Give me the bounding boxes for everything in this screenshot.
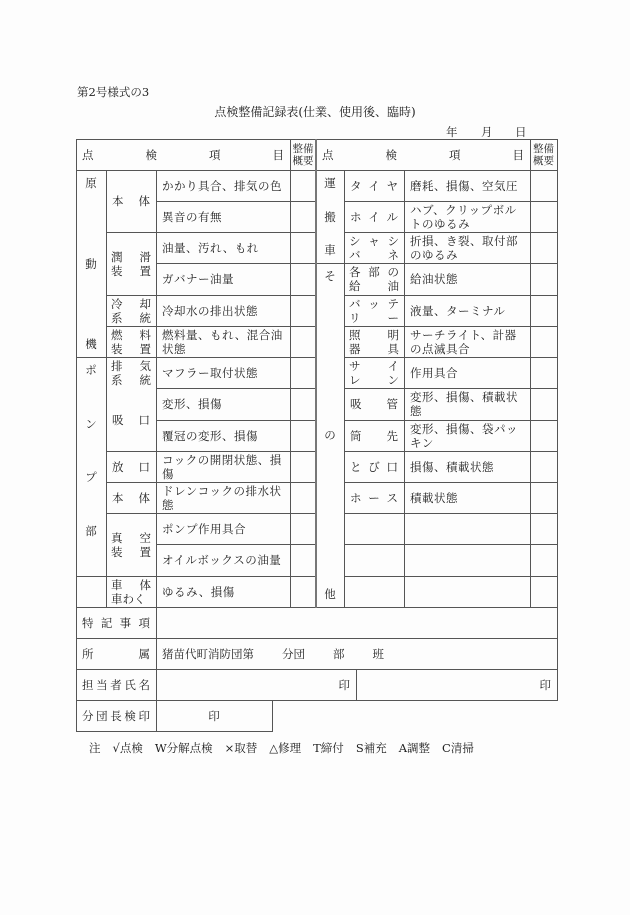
label-char: 油 bbox=[387, 279, 399, 293]
subgroup-label bbox=[106, 576, 156, 607]
divider bbox=[106, 326, 317, 327]
subgroup-label bbox=[106, 326, 156, 357]
label-char: 給 bbox=[349, 279, 361, 293]
label-char: 口 bbox=[138, 459, 150, 474]
person-in-charge-label bbox=[76, 669, 156, 700]
inspection-item-left: マフラー取付状態 bbox=[162, 365, 258, 380]
divider bbox=[557, 139, 558, 701]
group-label-char: 動 bbox=[85, 256, 97, 271]
label-char: ャ bbox=[368, 233, 380, 248]
divider bbox=[272, 700, 273, 732]
label-char: 系 bbox=[111, 310, 123, 325]
maintenance-summary-input-right[interactable] bbox=[530, 357, 557, 388]
maintenance-summary-input-right[interactable] bbox=[530, 544, 557, 576]
label-char: 排 bbox=[111, 358, 123, 373]
subgroup-label bbox=[106, 451, 156, 482]
label-char: イ bbox=[368, 178, 380, 193]
divider bbox=[76, 638, 558, 639]
blank-subgroup-input[interactable] bbox=[344, 576, 404, 607]
inspection-item-left: 異音の有無 bbox=[162, 209, 222, 224]
divider bbox=[316, 170, 558, 171]
subgroup-label bbox=[344, 451, 404, 482]
legend-entry: S補充 bbox=[355, 741, 387, 755]
date-month-label: 月 bbox=[481, 125, 493, 139]
label-char: 筒 bbox=[350, 428, 362, 443]
label-char: ー bbox=[368, 490, 380, 505]
label-char: 照 bbox=[349, 327, 361, 342]
label-char: 車わく bbox=[111, 591, 146, 606]
label-char: シ bbox=[387, 233, 399, 248]
label-char: バ bbox=[349, 296, 361, 311]
branch-chief-seal-label bbox=[76, 700, 156, 731]
divider bbox=[290, 139, 291, 608]
divider bbox=[76, 357, 317, 358]
inspection-item-left: 覆冠の変形、損傷 bbox=[162, 428, 258, 443]
label-char: レ bbox=[349, 372, 361, 387]
label-char: 装 bbox=[111, 341, 123, 356]
label-char: 目 bbox=[512, 147, 524, 162]
label-char: 明 bbox=[387, 327, 399, 342]
divider bbox=[76, 669, 558, 670]
label-char: ル bbox=[386, 209, 398, 224]
subgroup-label bbox=[106, 295, 156, 326]
blank-item-input[interactable] bbox=[404, 576, 530, 607]
affiliation-town: 猪苗代町消防団第 bbox=[162, 646, 254, 661]
label-char: 点 bbox=[82, 147, 94, 162]
label-char: 名 bbox=[138, 677, 150, 692]
legend-entry: √点検 bbox=[112, 741, 143, 755]
divider bbox=[344, 388, 558, 389]
maintenance-summary-input-left[interactable] bbox=[290, 420, 316, 451]
inspection-item-right: サーチライト、計器の点滅具合 bbox=[410, 327, 517, 356]
label-char: ネ bbox=[387, 247, 399, 262]
divider bbox=[156, 544, 317, 545]
label: 整備 bbox=[533, 142, 554, 155]
form-number: 第2号様式の3 bbox=[77, 85, 150, 99]
inspection-item-left: 冷却水の排出状態 bbox=[162, 303, 258, 318]
divider bbox=[316, 263, 558, 264]
label-char: 目 bbox=[272, 147, 284, 162]
label-char: 装 bbox=[111, 544, 123, 559]
inspection-item-right: 作用具合 bbox=[410, 365, 458, 380]
label-char: 管 bbox=[386, 397, 398, 411]
label-char: 器 bbox=[349, 341, 361, 356]
maintenance-summary-input-right[interactable] bbox=[530, 170, 557, 201]
divider bbox=[106, 482, 317, 483]
label-char: 吸 bbox=[350, 397, 362, 411]
label-char: バ bbox=[349, 247, 361, 262]
inspection-item-right: 変形、損傷、袋パッキン bbox=[410, 421, 518, 450]
label-char: 各 bbox=[349, 265, 361, 279]
label-char: 放 bbox=[112, 459, 124, 474]
maintenance-summary-input-left[interactable] bbox=[290, 576, 316, 607]
divider bbox=[156, 263, 317, 264]
divider bbox=[344, 295, 558, 296]
group-label-engine bbox=[76, 170, 106, 357]
maintenance-summary-input-right[interactable] bbox=[530, 295, 557, 326]
label-char: ス bbox=[386, 490, 398, 505]
divider bbox=[315, 139, 317, 608]
label-char: 先 bbox=[386, 428, 398, 443]
maintenance-summary-input-right[interactable] bbox=[530, 388, 557, 420]
group-label-char: 部 bbox=[85, 523, 97, 538]
header-maintenance-summary-right bbox=[530, 139, 557, 170]
label-char: 団 bbox=[96, 708, 108, 723]
blank-item-input[interactable] bbox=[404, 513, 530, 544]
blank-item-input[interactable] bbox=[404, 544, 530, 576]
divider bbox=[344, 326, 558, 327]
maintenance-summary-input-left[interactable] bbox=[290, 170, 316, 201]
divider bbox=[156, 170, 157, 608]
inspection-item-left: 変形、損傷 bbox=[162, 397, 222, 411]
date-year-label: 年 bbox=[446, 125, 458, 139]
label-char: 具 bbox=[387, 341, 399, 356]
divider bbox=[156, 388, 317, 389]
divider bbox=[344, 451, 558, 452]
group-label-char: 搬 bbox=[324, 209, 336, 224]
label-char: 滑 bbox=[139, 249, 151, 264]
label-char: 点 bbox=[322, 147, 334, 162]
inspection-item-right: 折損、き裂、取付部のゆるみ bbox=[410, 233, 518, 262]
label: 概要 bbox=[533, 154, 554, 167]
label-char: ッ bbox=[368, 296, 380, 311]
inspection-item-left: ポンプ作用具合 bbox=[162, 521, 246, 536]
blank-subgroup-input[interactable] bbox=[344, 544, 404, 576]
divider bbox=[530, 139, 531, 608]
maintenance-summary-input-left[interactable] bbox=[290, 357, 316, 388]
group-label-char: プ bbox=[85, 470, 97, 485]
divider bbox=[156, 420, 317, 421]
label-char: 検 bbox=[385, 147, 397, 162]
label-char: 却 bbox=[139, 296, 151, 311]
maintenance-summary-input-right[interactable] bbox=[530, 451, 557, 482]
label-char: テ bbox=[387, 296, 399, 311]
maintenance-summary-input-right[interactable] bbox=[530, 576, 557, 607]
label-char: 気 bbox=[139, 358, 151, 373]
maintenance-summary-input-right[interactable] bbox=[530, 326, 557, 357]
label-char: 属 bbox=[138, 646, 150, 661]
group-label-char: 原 bbox=[85, 176, 97, 190]
label-char: タ bbox=[350, 178, 362, 193]
divider bbox=[76, 139, 558, 140]
maintenance-summary-input-left[interactable] bbox=[290, 451, 316, 482]
label-char: シ bbox=[349, 233, 361, 248]
label-char: び bbox=[368, 459, 380, 474]
label-char: ン bbox=[387, 372, 399, 387]
label-char: 項 bbox=[449, 147, 461, 162]
subgroup-label bbox=[106, 357, 156, 388]
maintenance-summary-input-right[interactable] bbox=[530, 201, 557, 232]
label-char: 本 bbox=[112, 194, 124, 208]
inspection-item-left: コックの開閉状態、損傷 bbox=[162, 452, 282, 481]
divider bbox=[344, 232, 558, 233]
maintenance-summary-input-right[interactable] bbox=[530, 263, 557, 295]
label-char: 項 bbox=[209, 147, 221, 162]
inspection-item-left: 燃料量、もれ、混合油状態 bbox=[162, 327, 283, 356]
label-char: 口 bbox=[138, 412, 150, 427]
divider bbox=[344, 357, 558, 358]
legend-entry: △修理 bbox=[269, 741, 302, 755]
affiliation-value[interactable] bbox=[156, 638, 557, 669]
maintenance-summary-input-right[interactable] bbox=[530, 420, 557, 451]
label-char: の bbox=[387, 265, 399, 279]
divider bbox=[156, 201, 317, 202]
label-char: 統 bbox=[139, 310, 151, 325]
divider bbox=[76, 170, 317, 171]
subgroup-label bbox=[344, 420, 404, 451]
subgroup-label bbox=[344, 357, 404, 388]
label: 整備 bbox=[292, 142, 314, 155]
label-char: 潤 bbox=[111, 249, 123, 264]
label-char: 体 bbox=[138, 194, 150, 208]
special-notes-label bbox=[76, 607, 156, 638]
divider bbox=[344, 576, 558, 577]
label-char: 者 bbox=[110, 677, 122, 692]
label-char: 当 bbox=[96, 677, 108, 692]
maintenance-summary-input-left[interactable] bbox=[290, 232, 316, 263]
label-char: ホ bbox=[350, 209, 362, 224]
group-label-char: の bbox=[324, 428, 336, 442]
subgroup-label bbox=[344, 295, 404, 326]
label-char: 体 bbox=[139, 577, 151, 592]
divider bbox=[344, 170, 345, 608]
inspection-item-left: かかり具合、排気の色 bbox=[162, 178, 282, 193]
affiliation-label bbox=[76, 638, 156, 669]
divider bbox=[106, 513, 317, 514]
divider bbox=[106, 295, 317, 296]
maintenance-summary-input-left[interactable] bbox=[290, 388, 316, 420]
group-label-char: そ bbox=[324, 269, 336, 283]
label-char: 体 bbox=[138, 490, 150, 505]
affiliation-han: 班 bbox=[372, 646, 384, 661]
subgroup-label bbox=[106, 482, 156, 513]
affiliation-bu: 部 bbox=[333, 646, 345, 661]
maintenance-summary-input-left[interactable] bbox=[290, 201, 316, 232]
inspection-item-left: ガバナー油量 bbox=[162, 272, 234, 286]
date-day-label: 日 bbox=[515, 125, 527, 139]
maintenance-summary-input-right[interactable] bbox=[530, 232, 557, 263]
label-char: イ bbox=[368, 209, 380, 224]
label-char: 検 bbox=[145, 147, 157, 162]
label-char: 分 bbox=[82, 708, 94, 723]
legend-entry: C清掃 bbox=[442, 741, 474, 755]
label-char: サ bbox=[349, 358, 361, 373]
label-char: 担 bbox=[82, 677, 94, 692]
subgroup-label bbox=[106, 232, 156, 295]
maintenance-summary-input-right[interactable] bbox=[530, 482, 557, 513]
header-inspection-item-right bbox=[316, 139, 530, 170]
label-char: ヤ bbox=[386, 178, 398, 193]
label-char: と bbox=[350, 459, 362, 474]
label-char: 記 bbox=[100, 615, 113, 630]
label-char: ー bbox=[387, 310, 399, 325]
maintenance-summary-input-left[interactable] bbox=[290, 326, 316, 357]
label-char: 印 bbox=[138, 708, 150, 723]
label-char: 置 bbox=[139, 341, 151, 356]
affiliation-bundan: 分団 bbox=[282, 646, 305, 661]
label-char: 置 bbox=[139, 263, 151, 278]
label-char: 所 bbox=[82, 646, 94, 661]
page-title: 点検整備記録表(仕業、使用後、臨時) bbox=[214, 105, 416, 119]
subgroup-label bbox=[344, 263, 404, 295]
maintenance-summary-input-right[interactable] bbox=[530, 513, 557, 544]
label-char: リ bbox=[349, 310, 361, 325]
group-label-char: 他 bbox=[324, 587, 336, 601]
label-char: 系 bbox=[111, 372, 123, 387]
label-char: 本 bbox=[112, 490, 124, 505]
divider bbox=[106, 451, 317, 452]
legend bbox=[89, 741, 486, 755]
inspection-item-left: ゆるみ、損傷 bbox=[162, 584, 235, 599]
subgroup-label bbox=[344, 232, 404, 263]
label-char: 項 bbox=[138, 615, 150, 630]
label-char: 氏 bbox=[124, 677, 136, 692]
maintenance-summary-input-left[interactable] bbox=[290, 263, 316, 295]
subgroup-label bbox=[344, 170, 404, 201]
divider bbox=[344, 482, 558, 483]
inspection-item-right: 給油状態 bbox=[410, 272, 458, 286]
divider bbox=[106, 170, 107, 608]
label-char: 検 bbox=[124, 708, 136, 723]
divider bbox=[106, 232, 317, 233]
label-char: 部 bbox=[368, 265, 380, 279]
label-char: 吸 bbox=[112, 412, 124, 427]
divider bbox=[344, 513, 558, 514]
legend-entry: W分解点検 bbox=[154, 741, 213, 755]
label-char: 冷 bbox=[111, 296, 123, 311]
maintenance-summary-input-left[interactable] bbox=[290, 544, 316, 576]
branch-chief-seal-input[interactable]: 印 bbox=[208, 708, 220, 723]
divider bbox=[356, 669, 357, 701]
maintenance-summary-input-left[interactable] bbox=[290, 295, 316, 326]
divider bbox=[76, 576, 317, 577]
subgroup-label bbox=[106, 170, 156, 232]
label-char: 車 bbox=[111, 577, 123, 592]
group-label-other bbox=[316, 263, 344, 607]
label-char: 長 bbox=[110, 708, 122, 723]
subgroup-label bbox=[344, 201, 404, 232]
label-char: 事 bbox=[119, 615, 132, 630]
person-in-charge-input-1[interactable]: 印 bbox=[338, 677, 350, 692]
divider bbox=[76, 700, 558, 701]
group-label-char: 機 bbox=[85, 337, 97, 351]
label: 概要 bbox=[292, 154, 314, 167]
subgroup-label bbox=[344, 482, 404, 513]
inspection-item-right: ハブ、クリップボルトのゆるみ bbox=[410, 202, 517, 231]
divider bbox=[344, 420, 558, 421]
group-label-transport-vehicle bbox=[316, 170, 344, 263]
blank-subgroup-input[interactable] bbox=[344, 513, 404, 544]
divider bbox=[76, 731, 273, 732]
label-char: 口 bbox=[386, 459, 398, 474]
group-label-pump bbox=[76, 357, 106, 544]
subgroup-label bbox=[106, 388, 156, 451]
subgroup-label bbox=[106, 513, 156, 576]
inspection-item-right: 変形、損傷、積載状態 bbox=[410, 390, 518, 418]
legend-entry: ×取替 bbox=[224, 741, 258, 755]
group-label-char: ン bbox=[85, 416, 97, 431]
label-char: 料 bbox=[139, 327, 151, 342]
label-char: 装 bbox=[111, 263, 123, 278]
inspection-item-left: ドレンコックの排水状態 bbox=[162, 483, 282, 512]
header-maintenance-summary-left bbox=[290, 139, 316, 170]
label-char: 真 bbox=[111, 530, 123, 545]
label-char: 特 bbox=[82, 615, 94, 630]
label-char: ホ bbox=[350, 490, 362, 505]
legend-entry: A調整 bbox=[398, 741, 431, 755]
legend-prefix: 注 bbox=[89, 741, 101, 755]
label-char: 空 bbox=[139, 530, 151, 545]
maintenance-summary-input-left[interactable] bbox=[290, 513, 316, 544]
label-char: 燃 bbox=[111, 327, 123, 342]
divider bbox=[344, 544, 558, 545]
group-label-char: 車 bbox=[324, 243, 336, 257]
label-char: 置 bbox=[139, 544, 151, 559]
person-in-charge-input-2[interactable]: 印 bbox=[539, 677, 551, 692]
divider bbox=[344, 201, 558, 202]
maintenance-summary-input-left[interactable] bbox=[290, 482, 316, 513]
inspection-item-right: 液量、ターミナル bbox=[410, 303, 506, 318]
inspection-item-right: 磨耗、損傷、空気圧 bbox=[410, 178, 518, 193]
header-inspection-item-left bbox=[76, 139, 290, 170]
special-notes-input[interactable] bbox=[156, 607, 557, 638]
divider bbox=[404, 170, 405, 608]
legend-entry: T締付 bbox=[313, 741, 344, 755]
inspection-item-left: 油量、汚れ、もれ bbox=[162, 240, 259, 255]
group-label-char: 運 bbox=[324, 176, 336, 190]
label-char: 統 bbox=[139, 372, 151, 387]
inspection-item-left: オイルボックスの油量 bbox=[162, 553, 282, 567]
label-char: イ bbox=[387, 358, 399, 373]
inspection-item-right: 損傷、積載状態 bbox=[410, 459, 494, 474]
subgroup-label bbox=[344, 326, 404, 357]
subgroup-label bbox=[344, 388, 404, 420]
group-label-char: ポ bbox=[85, 363, 97, 377]
inspection-item-right: 積載状態 bbox=[410, 490, 458, 505]
divider bbox=[156, 607, 157, 732]
